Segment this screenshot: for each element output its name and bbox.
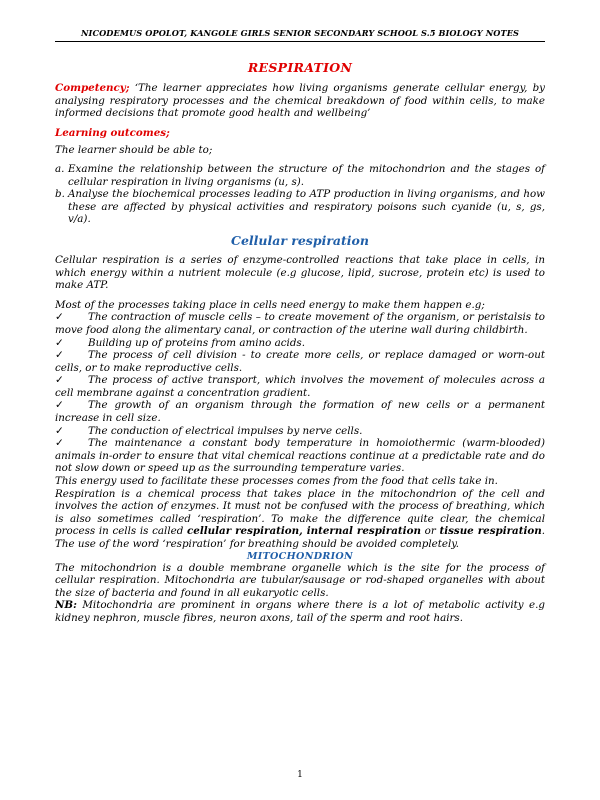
- term-cellular-respiration: cellular respiration, internal respiration: [187, 525, 421, 538]
- competency-paragraph: [55, 82, 545, 120]
- list-item: b. Analyse the biochemical processes leading to ATP production in living organisms, and how these are affected by physical activities and respiratory poisons such cyanide (u, s, gs, v/a).: [55, 188, 545, 226]
- competency-text: ‘The learner appreciates how living organisms generate cellular energy, by analysing respiratory processes and the chemical breakdown of food within cells, to make informed decisions that promote good health and wellbeing’: [55, 82, 545, 120]
- section-heading-cellular-respiration: Cellular respiration: [231, 232, 369, 248]
- energy-source-paragraph: This energy used to facilitate these processes comes from the food that cells take in.: [55, 475, 498, 488]
- list-item: ✓ The conduction of electrical impulses by nerve cells.: [55, 424, 363, 437]
- checkmark-icon: ✓: [55, 374, 64, 387]
- list-item: ✓ The process of cell division - to create more cells, or replace damaged or worn-out cells, or to make reproductive cells.: [55, 349, 545, 374]
- outcomes-list: [55, 163, 545, 226]
- definition-paragraph: Cellular respiration is a series of enzyme-controlled reactions that take place in cells, in which energy within a nutrient molecule (e.g glucose, lipid, sucrose, protein etc) is used to make ATP.: [55, 253, 545, 292]
- list-item: ✓ The growth of an organism through the formation of new cells or a permanent increase in cell size.: [55, 399, 545, 425]
- section-heading-mitochondrion: MITOCHONDRION: [246, 550, 354, 562]
- checkmark-icon: ✓: [55, 336, 64, 349]
- page-header: NICODEMUS OPOLOT, KANGOLE GIRLS SENIOR SECONDARY SCHOOL S.5 BIOLOGY NOTES: [55, 28, 545, 42]
- competency-label: Competency;: [55, 82, 130, 94]
- term-tissue-respiration: tissue respiration: [439, 525, 542, 538]
- mitochondrion-paragraph: The mitochondrion is a double membrane organelle which is the site for the process of cellular respiration. Mitochondria are tubular/sausage or rod-shaped organelles with about the size of bacteria and found in all eukaryotic cells.: [55, 561, 545, 599]
- respiration-paragraph: Respiration is a chemical process that takes place in the mitochondrion of the cell and involves the action of enzymes. It must not be confused with the process of breathing, which is also sometimes called ‘respiration’. To make the difference quite clear, the chemical process in cells is called cellular respiration, internal respiration or tissue respiration. The use of the word ‘respiration’ for breathing should be avoided completely.: [55, 487, 546, 550]
- list-item: a. Examine the relationship between the structure of the mitochondrion and the stages of cellular respiration in living organisms (u, s).: [55, 162, 545, 188]
- checkmark-icon: ✓: [55, 399, 64, 412]
- list-item: ✓ The process of active transport, which involves the movement of molecules across a cell membrane against a concentration gradient.: [55, 374, 545, 399]
- nb-label: NB:: [55, 599, 77, 612]
- checkmark-icon: ✓: [55, 437, 64, 450]
- page-number: 1: [297, 770, 303, 780]
- checkmark-icon: ✓: [55, 424, 64, 437]
- processes-intro: Most of the processes taking place in cells need energy to make them happen e.g;: [55, 298, 485, 311]
- outcomes-label: Learning outcomes;: [55, 126, 170, 139]
- list-item: ✓ Building up of proteins from amino acids.: [55, 336, 305, 349]
- list-item: ✓ The contraction of muscle cells – to create movement of the organism, or peristalsis to move food along the alimentary canal, or contraction of the uterine wall during childbirth.: [55, 311, 545, 336]
- outcomes-intro: The learner should be able to;: [55, 144, 213, 157]
- checkmark-icon: ✓: [55, 349, 64, 362]
- document-page: [55, 28, 545, 625]
- nb-paragraph: NB: Mitochondria are prominent in organs where there is a lot of metabolic activity e.g kidney nephron, muscle fibres, neuron axons, tail of the sperm and root hairs.: [55, 599, 545, 624]
- checkmark-icon: ✓: [55, 311, 64, 324]
- list-item: ✓ The maintenance a constant body temperature in homoiothermic (warm-blooded) animals in-order to ensure that vital chemical reactions continue at a predictable rate and do not slow down or speed up as the surrounding temperature varies.: [55, 437, 545, 475]
- processes-list: [55, 311, 545, 475]
- page-title: RESPIRATION: [247, 60, 353, 75]
